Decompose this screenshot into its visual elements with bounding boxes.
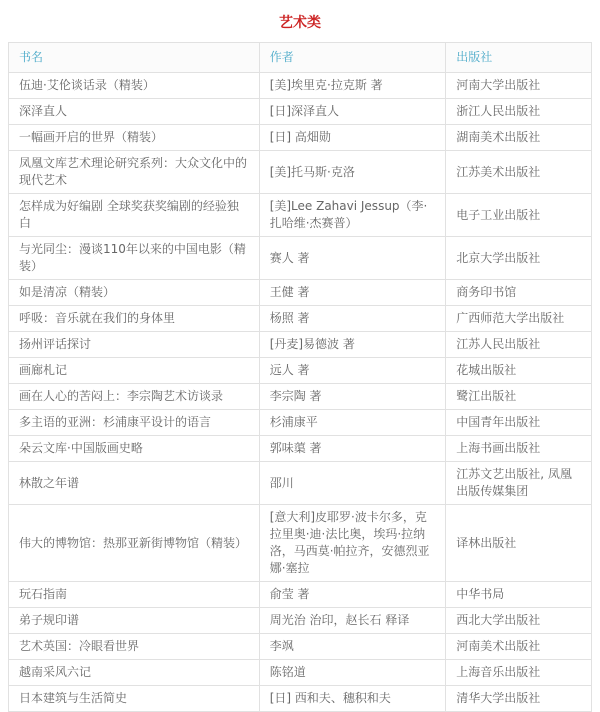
book-title-cell: 画在人心的苦闷上：李宗陶艺术访谈录 xyxy=(9,384,260,410)
book-title-cell: 一幅画开启的世界（精装） xyxy=(9,125,260,151)
publisher-cell: 鹭江出版社 xyxy=(446,384,592,410)
book-title-cell: 深泽直人 xyxy=(9,99,260,125)
book-title-cell: 伟大的博物馆：热那亚新街博物馆（精装） xyxy=(9,505,260,582)
author-cell: [美]托马斯·克洛 xyxy=(259,151,446,194)
table-row xyxy=(9,634,592,660)
book-title-cell: 扬州评话探讨 xyxy=(9,332,260,358)
author-cell: 邵川 xyxy=(259,462,446,505)
publisher-cell: 商务印书馆 xyxy=(446,280,592,306)
author-cell: 李宗陶 著 xyxy=(259,384,446,410)
publisher-cell: 上海书画出版社 xyxy=(446,436,592,462)
book-title-cell: 怎样成为好编剧 全球奖获奖编剧的经验独白 xyxy=(9,194,260,237)
book-title-cell: 弟子规印谱 xyxy=(9,608,260,634)
table-row xyxy=(9,410,592,436)
publisher-cell: 清华大学出版社 xyxy=(446,686,592,712)
publisher-cell: 上海音乐出版社 xyxy=(446,660,592,686)
publisher-cell: 广西师范大学出版社 xyxy=(446,306,592,332)
table-row xyxy=(9,125,592,151)
author-cell: [美]Lee Zahavi Jessup（李·扎哈维·杰赛普） xyxy=(259,194,446,237)
book-title-cell: 日本建筑与生活简史 xyxy=(9,686,260,712)
table-row xyxy=(9,332,592,358)
publisher-cell: 西北大学出版社 xyxy=(446,608,592,634)
table-row xyxy=(9,686,592,712)
table-row xyxy=(9,582,592,608)
publisher-cell: 江苏美术出版社 xyxy=(446,151,592,194)
author-cell: 杨照 著 xyxy=(259,306,446,332)
author-cell: 李飒 xyxy=(259,634,446,660)
publisher-cell: 江苏文艺出版社, 凤凰出版传媒集团 xyxy=(446,462,592,505)
author-cell: [日]深泽直人 xyxy=(259,99,446,125)
book-title-cell: 林散之年谱 xyxy=(9,462,260,505)
author-cell: 郭味蕖 著 xyxy=(259,436,446,462)
book-title-cell: 越南采风六记 xyxy=(9,660,260,686)
table-row xyxy=(9,358,592,384)
publisher-cell: 河南美术出版社 xyxy=(446,634,592,660)
author-cell: 王健 著 xyxy=(259,280,446,306)
table-row xyxy=(9,505,592,582)
book-list-table xyxy=(8,42,592,712)
table-header-row xyxy=(9,43,592,73)
book-title-cell: 呼吸：音乐就在我们的身体里 xyxy=(9,306,260,332)
table-row xyxy=(9,73,592,99)
publisher-cell: 湖南美术出版社 xyxy=(446,125,592,151)
author-cell: [日] 高畑勋 xyxy=(259,125,446,151)
publisher-cell: 中国青年出版社 xyxy=(446,410,592,436)
table-row xyxy=(9,194,592,237)
author-cell: 周光治 治印，赵长石 释译 xyxy=(259,608,446,634)
publisher-cell: 浙江人民出版社 xyxy=(446,99,592,125)
page-title: 艺术类 xyxy=(279,15,321,31)
publisher-cell: 北京大学出版社 xyxy=(446,237,592,280)
book-title-cell: 凤凰文库艺术理论研究系列：大众文化中的现代艺术 xyxy=(9,151,260,194)
table-row xyxy=(9,660,592,686)
publisher-cell: 译林出版社 xyxy=(446,505,592,582)
table-row xyxy=(9,151,592,194)
author-cell: 杉浦康平 xyxy=(259,410,446,436)
book-title-cell: 伍迪·艾伦谈话录（精装） xyxy=(9,73,260,99)
author-cell: 俞莹 著 xyxy=(259,582,446,608)
table-body xyxy=(9,73,592,712)
publisher-cell: 中华书局 xyxy=(446,582,592,608)
table-row xyxy=(9,306,592,332)
table-row xyxy=(9,608,592,634)
author-cell: 陈铭道 xyxy=(259,660,446,686)
publisher-cell: 电子工业出版社 xyxy=(446,194,592,237)
book-title-cell: 与光同尘：漫谈110年以来的中国电影（精装） xyxy=(9,237,260,280)
table-row xyxy=(9,280,592,306)
book-title-cell: 多主语的亚洲：杉浦康平设计的语言 xyxy=(9,410,260,436)
publisher-cell: 花城出版社 xyxy=(446,358,592,384)
column-header-book-title: 书名 xyxy=(9,43,260,73)
author-cell: 赛人 著 xyxy=(259,237,446,280)
author-cell: [意大利]皮耶罗·波卡尔多，克拉里奥·迪·法比奥，埃玛·拉纳洛，马西莫·帕拉齐，安德烈亚娜·塞拉 xyxy=(259,505,446,582)
publisher-cell: 河南大学出版社 xyxy=(446,73,592,99)
author-cell: [日] 西和夫、穗积和夫 xyxy=(259,686,446,712)
column-header-author: 作者 xyxy=(259,43,446,73)
book-title-cell: 朵云文库·中国版画史略 xyxy=(9,436,260,462)
publisher-cell: 江苏人民出版社 xyxy=(446,332,592,358)
column-header-publisher: 出版社 xyxy=(446,43,592,73)
book-title-cell: 如是清凉（精装） xyxy=(9,280,260,306)
book-title-cell: 艺术英国：冷眼看世界 xyxy=(9,634,260,660)
table-row xyxy=(9,237,592,280)
table-row xyxy=(9,462,592,505)
table-row xyxy=(9,436,592,462)
author-cell: [美]埃里克·拉克斯 著 xyxy=(259,73,446,99)
author-cell: [丹麦]易德波 著 xyxy=(259,332,446,358)
table-row xyxy=(9,384,592,410)
table-row xyxy=(9,99,592,125)
author-cell: 远人 著 xyxy=(259,358,446,384)
book-title-cell: 玩石指南 xyxy=(9,582,260,608)
book-title-cell: 画廊札记 xyxy=(9,358,260,384)
